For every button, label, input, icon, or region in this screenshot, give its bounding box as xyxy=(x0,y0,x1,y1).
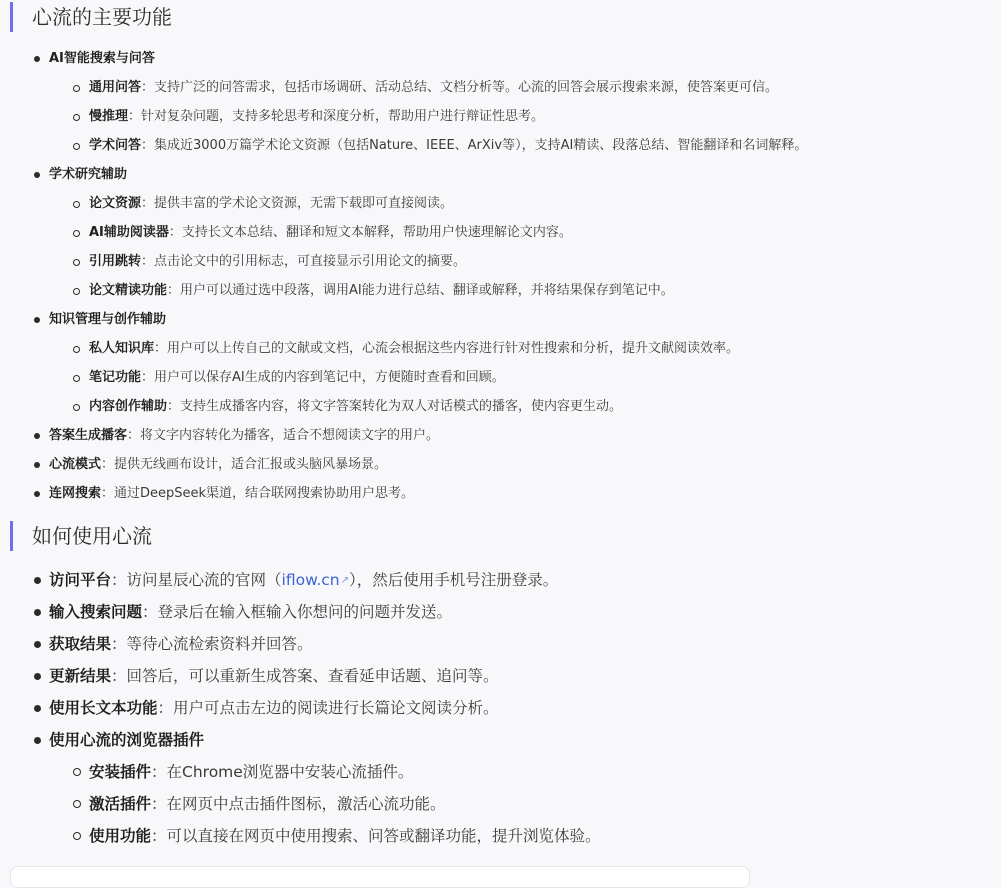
item-desc: ：支持生成播客内容，将文字答案转化为双人对话模式的播客，使内容更生动。 xyxy=(167,399,623,414)
list-item xyxy=(0,334,807,363)
input-box-edge[interactable] xyxy=(10,866,750,888)
bullet-disc-icon xyxy=(34,609,41,616)
bullet-disc-icon xyxy=(34,737,41,744)
list-item xyxy=(0,131,807,160)
item-term: 使用心流的浏览器插件 xyxy=(49,731,205,749)
list-item xyxy=(0,724,601,756)
item-term: 安装插件 xyxy=(89,763,152,781)
list-item xyxy=(0,788,601,820)
iflow-link[interactable] xyxy=(282,571,349,589)
list-item xyxy=(0,450,807,479)
list-item xyxy=(0,276,807,305)
item-desc: ：用户可点击左边的阅读进行长篇论文阅读分析。 xyxy=(157,699,499,717)
item-desc: ：通过DeepSeek渠道，结合联网搜索协助用户思考。 xyxy=(101,486,415,501)
item-term: 通用问答 xyxy=(89,80,142,95)
item-desc: ：集成近3000万篇学术论文资源（包括Nature、IEEE、ArXiv等），支持AI精读、段落总结、智能翻译和名词解释。 xyxy=(141,138,808,153)
bullet-disc-icon xyxy=(34,673,41,680)
bullet-disc-icon xyxy=(34,172,40,178)
item-term: 获取结果 xyxy=(49,635,112,653)
bullet-circle-icon xyxy=(73,114,80,121)
item-desc: ：支持长文本总结、翻译和短文本解释，帮助用户快速理解论文内容。 xyxy=(168,225,572,240)
usage-list xyxy=(0,564,601,852)
bullet-disc-icon xyxy=(34,705,41,712)
external-link-icon: ↗ xyxy=(340,575,350,586)
item-desc: ：针对复杂问题，支持多轮思考和深度分析，帮助用户进行辩证性思考。 xyxy=(128,109,545,124)
bullet-circle-icon xyxy=(73,288,80,295)
item-term: 学术研究辅助 xyxy=(49,167,128,182)
item-term: 论文资源 xyxy=(89,196,142,211)
bullet-disc-icon xyxy=(34,433,40,439)
item-term: 笔记功能 xyxy=(89,370,142,385)
list-item xyxy=(0,44,807,73)
item-term: 慢推理 xyxy=(89,109,129,124)
item-term: 使用长文本功能 xyxy=(49,699,158,717)
item-desc: ：用户可以通过选中段落，调用AI能力进行总结、翻译或解释，并将结果保存到笔记中。 xyxy=(167,283,674,298)
item-term: 私人知识库 xyxy=(89,341,155,356)
list-item xyxy=(0,660,601,692)
item-term: 内容创作辅助 xyxy=(89,399,168,414)
list-item xyxy=(0,305,807,334)
link-text[interactable]: iflow.cn xyxy=(281,571,340,589)
item-term: 论文精读功能 xyxy=(89,283,168,298)
list-item xyxy=(0,363,807,392)
item-desc: ：访问星辰心流的官网（ xyxy=(111,571,282,589)
list-item xyxy=(0,160,807,189)
bullet-disc-icon xyxy=(34,317,40,323)
item-term: 更新结果 xyxy=(49,667,112,685)
item-desc: ），然后使用手机号注册登录。 xyxy=(349,571,559,589)
item-term: 知识管理与创作辅助 xyxy=(49,312,167,327)
item-desc: ：用户可以上传自己的文献或文档，心流会根据这些内容进行针对性搜索和分析，提升文献阅读效率。 xyxy=(154,341,740,356)
item-term: 激活插件 xyxy=(89,795,152,813)
item-term: 输入搜索问题 xyxy=(49,603,143,621)
bullet-circle-icon xyxy=(73,201,80,208)
bullet-disc-icon xyxy=(34,491,40,497)
bullet-circle-icon xyxy=(73,800,81,808)
item-desc: ：支持广泛的问答需求，包括市场调研、活动总结、文档分析等。心流的回答会展示搜索来源，使答案更可信。 xyxy=(141,80,779,95)
bullet-disc-icon xyxy=(34,462,40,468)
item-term: AI辅助阅读器 xyxy=(89,225,169,240)
item-desc: ：回答后，可以重新生成答案、查看延申话题、追问等。 xyxy=(111,667,499,685)
item-term: 使用功能 xyxy=(89,827,152,845)
bullet-circle-icon xyxy=(73,404,80,411)
section-heading-usage: 如何使用心流 xyxy=(10,521,152,551)
item-term: 连网搜索 xyxy=(49,486,102,501)
item-desc: ：提供无线画布设计，适合汇报或头脑风暴场景。 xyxy=(101,457,388,472)
bullet-circle-icon xyxy=(73,346,80,353)
item-desc: ：将文字内容转化为播客，适合不想阅读文字的用户。 xyxy=(127,428,440,443)
list-item xyxy=(0,189,807,218)
item-term: 学术问答 xyxy=(89,138,142,153)
bullet-circle-icon xyxy=(73,259,80,266)
bullet-circle-icon xyxy=(73,375,80,382)
item-term: 心流模式 xyxy=(49,457,102,472)
list-item xyxy=(0,247,807,276)
item-desc: ：登录后在输入框输入你想问的问题并发送。 xyxy=(142,603,453,621)
list-item xyxy=(0,596,601,628)
bullet-disc-icon xyxy=(34,56,40,62)
item-desc: ：用户可以保存AI生成的内容到笔记中，方便随时查看和回顾。 xyxy=(141,370,505,385)
bullet-disc-icon xyxy=(34,641,41,648)
item-term: 答案生成播客 xyxy=(49,428,128,443)
item-desc: ：提供丰富的学术论文资源，无需下载即可直接阅读。 xyxy=(141,196,454,211)
list-item xyxy=(0,421,807,450)
item-desc: ：可以直接在网页中使用搜索、问答或翻译功能，提升浏览体验。 xyxy=(151,827,601,845)
item-term: AI智能搜索与问答 xyxy=(49,51,155,66)
item-desc: ：在Chrome浏览器中安装心流插件。 xyxy=(151,763,414,781)
bullet-circle-icon xyxy=(73,832,81,840)
bullet-circle-icon xyxy=(73,230,80,237)
list-item xyxy=(0,628,601,660)
list-item xyxy=(0,479,807,508)
item-term: 引用跳转 xyxy=(89,254,142,269)
list-item xyxy=(0,102,807,131)
item-term: 访问平台 xyxy=(49,571,112,589)
bullet-circle-icon xyxy=(73,143,80,150)
bullet-circle-icon xyxy=(73,768,81,776)
features-list xyxy=(0,44,807,508)
item-desc: ：在网页中点击插件图标，激活心流功能。 xyxy=(151,795,446,813)
list-item xyxy=(0,820,601,852)
list-item xyxy=(0,218,807,247)
item-desc: ：等待心流检索资料并回答。 xyxy=(111,635,313,653)
list-item xyxy=(0,73,807,102)
list-item xyxy=(0,692,601,724)
list-item xyxy=(0,392,807,421)
item-desc: ：点击论文中的引用标志，可直接显示引用论文的摘要。 xyxy=(141,254,467,269)
section-heading-features: 心流的主要功能 xyxy=(10,2,172,32)
list-item xyxy=(0,564,601,596)
bullet-circle-icon xyxy=(73,85,80,92)
bullet-disc-icon xyxy=(34,577,41,584)
list-item xyxy=(0,756,601,788)
